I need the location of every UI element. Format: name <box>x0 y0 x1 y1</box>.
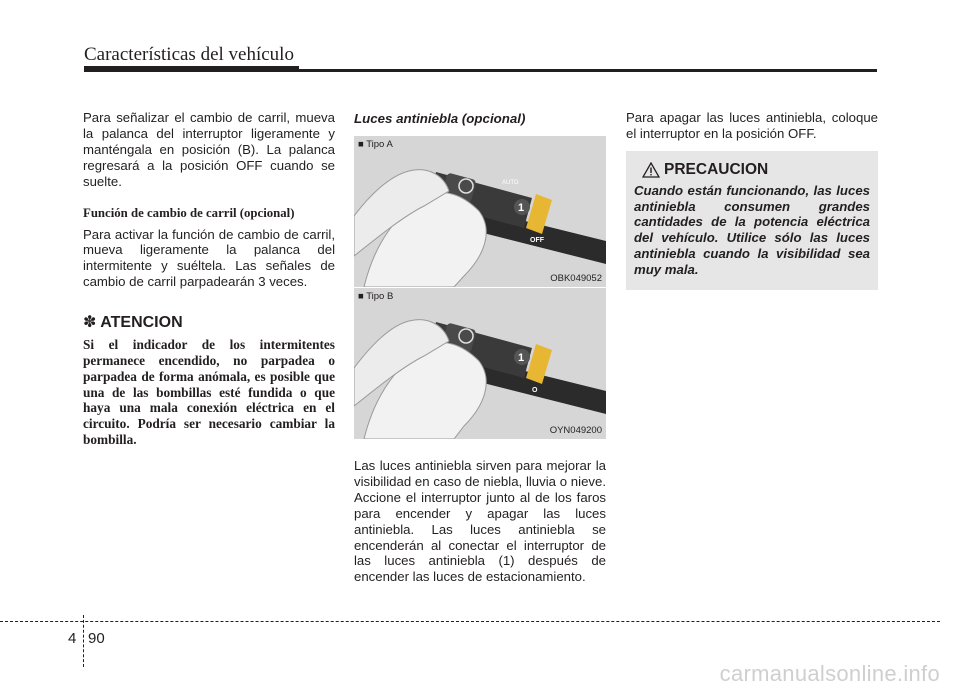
page-header-title: Características del vehículo <box>84 44 294 65</box>
atencion-text: Si el indicador de los intermitentes permanece encendido, no parpadea o parpadea de forma anómala, es posible que una de las bombillas esté fundida o que haya una mala conexión eléctrica en el circuito. Podría ser necesario cambiar la bombilla. <box>83 337 335 447</box>
caution-header <box>642 161 870 179</box>
column-left <box>83 110 335 448</box>
fog-lights-paragraph: Las luces antiniebla sirven para mejorar la visibilidad en caso de niebla, lluvia o nieve. Accione el interruptor junto al de los faros para encender y apagar las luces antiniebla. Las luces antiniebla se encenderán al conectar el interruptor de las luces antiniebla (1) después de encender las luces de estacionamiento. <box>354 458 606 585</box>
footer-vertical-rule <box>83 615 84 667</box>
lane-change-function-heading: Función de cambio de carril (opcional) <box>83 205 295 220</box>
off-label: OFF <box>530 237 544 244</box>
figure-code: OYN049200 <box>549 425 602 436</box>
column-middle <box>354 110 606 585</box>
footer-rule <box>0 621 940 622</box>
figure-type-label: ■ Tipo A <box>358 139 393 150</box>
figure-tipo-a <box>354 136 606 287</box>
figure-type-label: ■ Tipo B <box>358 291 394 302</box>
lane-change-paragraph: Para señalizar el cambio de carril, mueva la palanca del interruptor ligeramente y manténgala en posición (B). La palanca regresará a la posición OFF cuando se suelte. <box>83 110 335 189</box>
fog-off-paragraph: Para apagar las luces antiniebla, coloque el interruptor en la posición OFF. <box>626 110 878 141</box>
o-label: O <box>532 387 538 394</box>
atencion-heading: ✽ ATENCION <box>83 314 183 332</box>
page-number: 90 <box>88 630 105 647</box>
caution-title: PRECAUCION <box>664 160 769 178</box>
fog-switch-illustration-a <box>354 136 606 287</box>
knob-number-a: 1 <box>518 202 525 214</box>
caution-box <box>626 151 878 290</box>
figure-tipo-b <box>354 288 606 439</box>
column-right <box>626 110 878 290</box>
fog-switch-illustration-b <box>354 288 606 439</box>
warning-triangle-icon <box>642 162 660 178</box>
header-rule <box>84 69 877 72</box>
knob-number-b: 1 <box>518 352 525 364</box>
fog-lights-heading: Luces antiniebla (opcional) <box>354 111 526 126</box>
auto-label: AUTO <box>502 180 519 186</box>
caution-text: Cuando están funcionando, las luces antiniebla consumen grandes cantidades de la potencia eléctrica del vehículo. Utilice sólo las luces antiniebla cuando la visibilidad sea muy mala. <box>634 182 870 277</box>
watermark: carmanualsonline.info <box>719 661 940 686</box>
lane-change-function-paragraph: Para activar la función de cambio de carril, mueva ligeramente la palanca del intermitente y suéltela. Las señales de cambio de carril parpadearán 3 veces. <box>83 226 335 290</box>
figure-code: OBK049052 <box>550 273 602 284</box>
chapter-number: 4 <box>68 630 77 647</box>
